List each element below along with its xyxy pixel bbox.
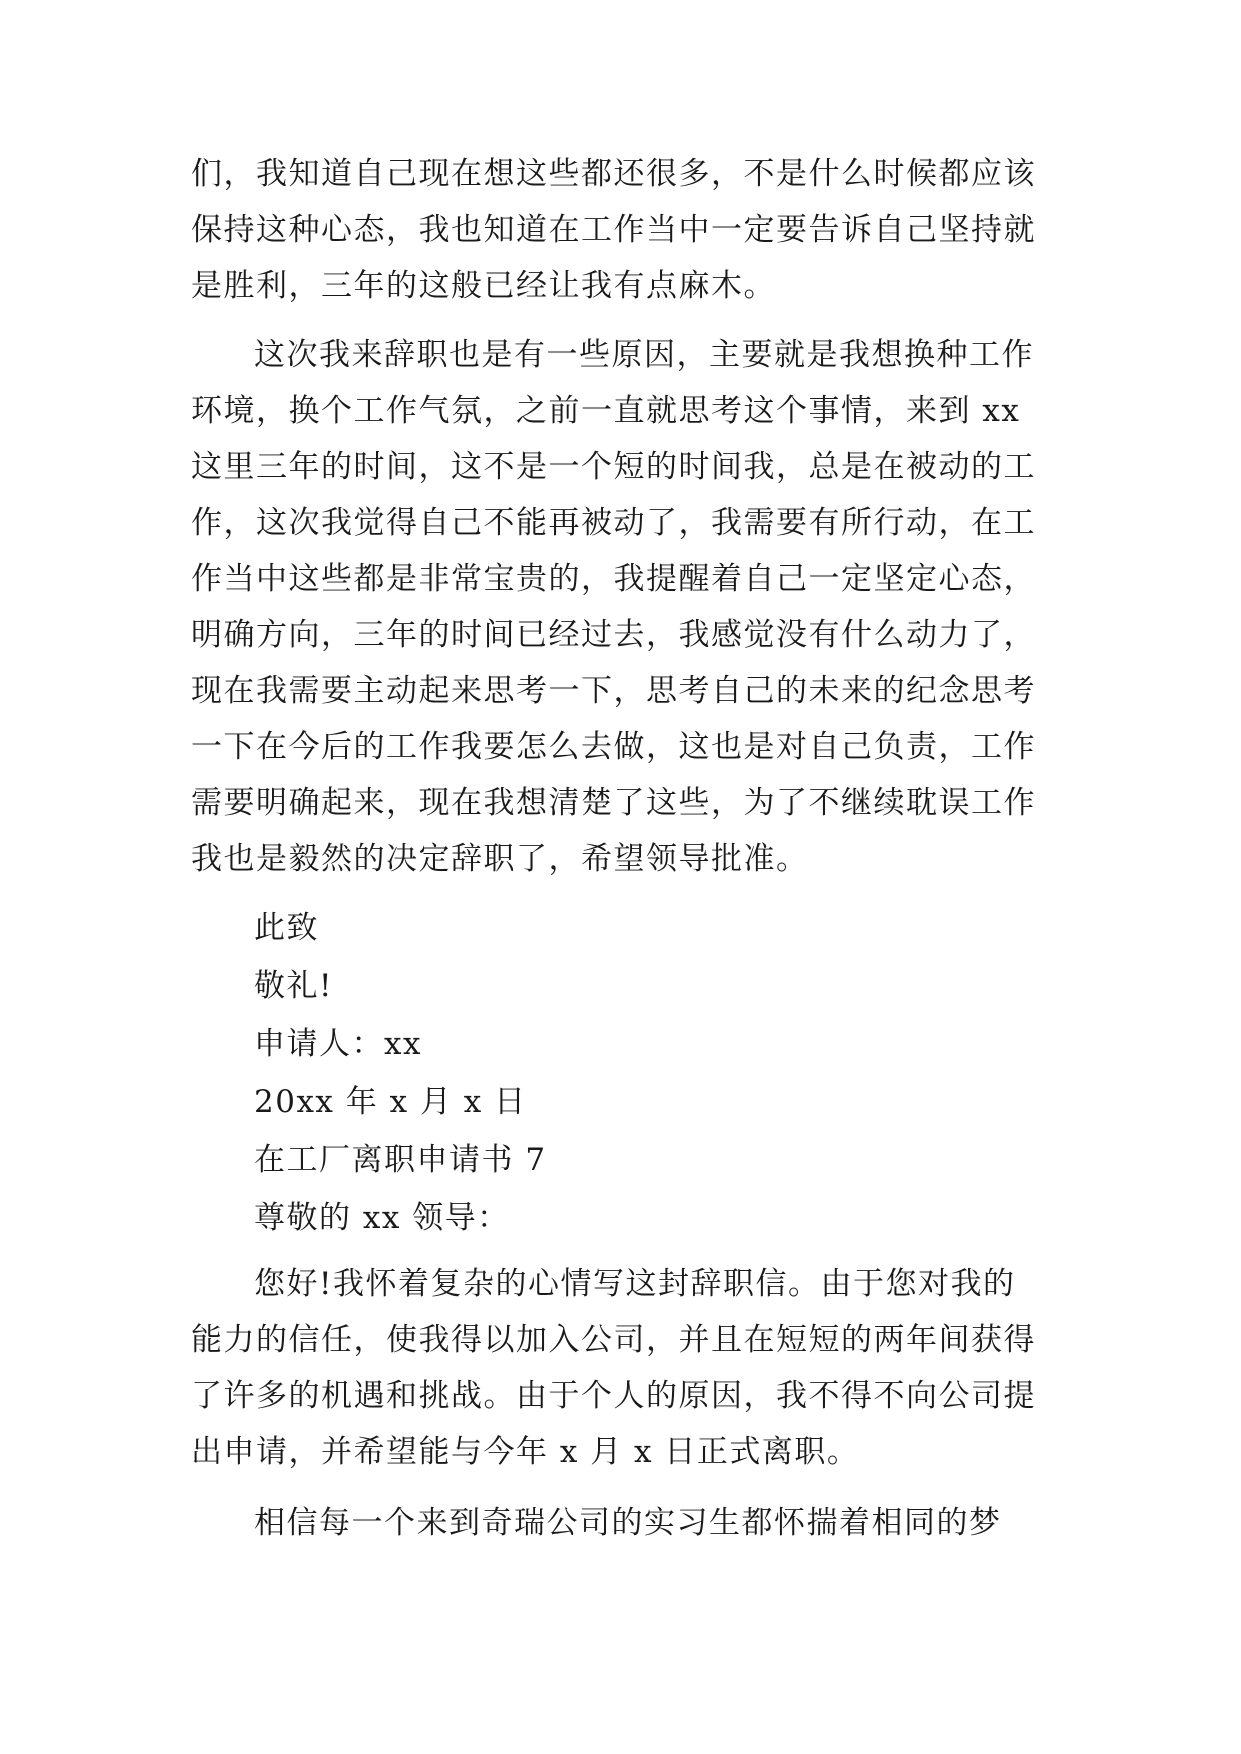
- applicant-line: 申请人：xx: [254, 1026, 422, 1062]
- text-line: 现在我需要主动起来思考一下，思考自己的未来的纪念思考: [191, 673, 1036, 709]
- text-line: 保持这种心态，我也知道在工作当中一定要告诉自己坚持就: [191, 212, 1036, 248]
- closing-line: 敬礼!: [254, 968, 333, 1004]
- text-line: 能力的信任，使我得以加入公司，并且在短短的两年间获得: [191, 1322, 1036, 1358]
- text-line: 作当中这些都是非常宝贵的，我提醒着自己一定坚定心态，: [191, 561, 1036, 597]
- text-line: 需要明确起来，现在我想清楚了这些，为了不继续耽误工作: [191, 785, 1036, 821]
- text-line: 环境，换个工作气氛，之前一直就思考这个事情，来到 xx: [191, 393, 1021, 429]
- salutation-line: 尊敬的 xx 领导：: [254, 1200, 510, 1236]
- text-line: 作，这次我觉得自己不能再被动了，我需要有所行动，在工: [191, 505, 1036, 541]
- text-line: 我也是毅然的决定辞职了，希望领导批准。: [191, 841, 809, 877]
- text-line: 们，我知道自己现在想这些都还很多，不是什么时候都应该: [191, 156, 1036, 192]
- text-line: 一下在今后的工作我要怎么去做，这也是对自己负责，工作: [191, 729, 1036, 765]
- text-line: 您好!我怀着复杂的心情写这封辞职信。由于您对我的: [254, 1266, 1016, 1302]
- text-line: 相信每一个来到奇瑞公司的实习生都怀揣着相同的梦: [254, 1505, 1002, 1541]
- text-line: 了许多的机遇和挑战。由于个人的原因，我不得不向公司提: [191, 1378, 1036, 1414]
- text-line: 出申请，并希望能与今年 x 月 x 日正式离职。: [191, 1434, 860, 1470]
- text-line: 是胜利，三年的这般已经让我有点麻木。: [191, 268, 776, 304]
- text-line: 明确方向，三年的时间已经过去，我感觉没有什么动力了，: [191, 617, 1036, 653]
- text-line: 这里三年的时间，这不是一个短的时间我，总是在被动的工: [191, 449, 1036, 485]
- closing-line: 此致: [254, 910, 319, 946]
- date-line: 20xx 年 x 月 x 日: [254, 1084, 527, 1120]
- text-line: 这次我来辞职也是有一些原因，主要就是我想换种工作: [254, 337, 1034, 373]
- section-title: 在工厂离职申请书 7: [254, 1142, 547, 1178]
